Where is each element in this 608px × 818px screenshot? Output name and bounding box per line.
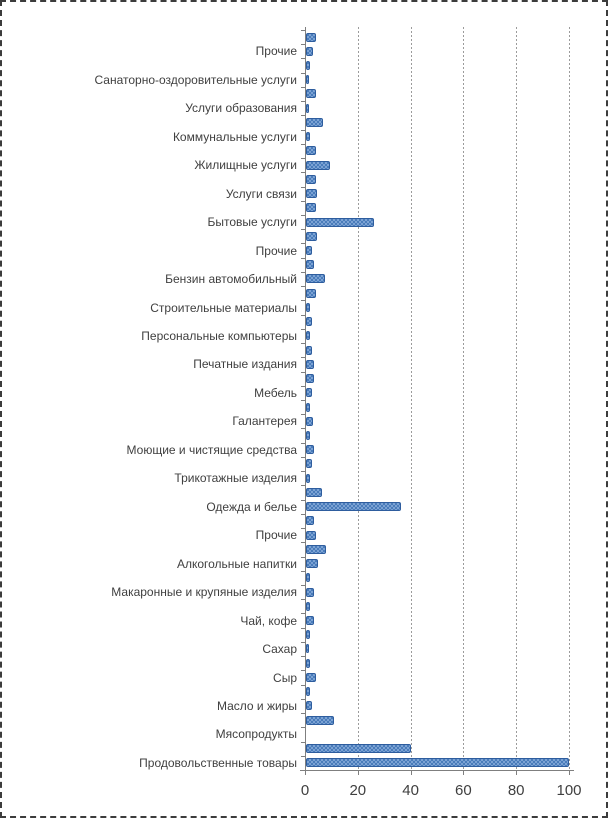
gridline (463, 27, 464, 770)
y-axis-tick (301, 372, 305, 373)
category-label: Продовольственные товары (139, 755, 297, 770)
category-label: Мясопродукты (215, 727, 297, 742)
x-tick-label: 0 (300, 782, 310, 799)
y-axis-tick (301, 144, 305, 145)
bar-upper-bar (306, 118, 323, 127)
y-axis-tick (301, 656, 305, 657)
y-axis-tick (301, 58, 305, 59)
category-label: Галантерея (232, 414, 297, 429)
bar-lower-bar (306, 303, 310, 312)
gridline (516, 27, 517, 770)
y-axis-tick (301, 727, 305, 728)
bar-upper-bar (306, 459, 312, 468)
bar-upper-bar (306, 232, 317, 241)
y-axis-tick (301, 557, 305, 558)
bar-upper-bar (306, 33, 316, 42)
y-axis-tick (301, 130, 305, 131)
bar-lower-bar (306, 218, 374, 227)
y-axis-tick (301, 243, 305, 244)
bar-upper-bar (306, 146, 316, 155)
y-axis-tick (301, 315, 305, 316)
y-axis-tick (301, 428, 305, 429)
bar-lower-bar (306, 644, 309, 653)
bar-upper-bar (306, 175, 316, 184)
bar-lower-bar (306, 616, 314, 625)
x-tick-label: 40 (402, 782, 419, 799)
y-axis-tick (301, 73, 305, 74)
y-axis-tick (301, 485, 305, 486)
category-label: Чай, кофе (240, 613, 297, 628)
x-axis-tick (463, 770, 464, 775)
x-axis-tick (411, 770, 412, 775)
x-axis-tick (569, 770, 570, 775)
x-axis-tick (358, 770, 359, 775)
bar-lower-bar (306, 104, 309, 113)
bar-lower-bar (306, 189, 317, 198)
y-axis-tick (301, 514, 305, 515)
y-axis-tick (301, 742, 305, 743)
bar-lower-bar (306, 701, 312, 710)
x-tick-label: 60 (455, 782, 472, 799)
bar-lower-bar (306, 417, 313, 426)
bar-upper-bar (306, 403, 310, 412)
bar-lower-bar (306, 161, 330, 170)
y-axis-tick (301, 670, 305, 671)
y-axis-tick (301, 215, 305, 216)
category-label: Прочие (255, 243, 297, 258)
y-axis-tick (301, 699, 305, 700)
category-label: Сыр (273, 670, 297, 685)
category-label: Бензин автомобильный (165, 272, 297, 287)
y-axis-tick (301, 414, 305, 415)
category-label: Сахар (262, 642, 297, 657)
bar-lower-bar (306, 445, 314, 454)
y-axis-tick (301, 258, 305, 259)
y-axis-tick (301, 542, 305, 543)
x-axis (300, 770, 574, 771)
category-label: Услуги связи (225, 186, 297, 201)
y-axis-tick (301, 713, 305, 714)
category-label: Коммунальные услуги (172, 129, 297, 144)
y-axis-tick (301, 685, 305, 686)
category-label: Макаронные и крупяные изделия (111, 585, 297, 600)
bar-upper-bar (306, 203, 316, 212)
bar-upper-bar (306, 89, 316, 98)
bar-upper-bar (306, 602, 310, 611)
y-axis-tick (301, 272, 305, 273)
y-axis-tick (301, 500, 305, 501)
bar-upper-bar (306, 744, 411, 753)
bar-upper-bar (306, 716, 334, 725)
bar-lower-bar (306, 388, 312, 397)
y-axis-tick (301, 457, 305, 458)
bar-lower-bar (306, 132, 310, 141)
y-axis-tick (301, 30, 305, 31)
y-axis-tick (301, 286, 305, 287)
bar-lower-bar (306, 502, 401, 511)
y-axis-tick (301, 229, 305, 230)
category-label: Услуги образования (185, 101, 297, 116)
y-axis-tick (301, 87, 305, 88)
bar-lower-bar (306, 531, 316, 540)
y-axis-tick (301, 613, 305, 614)
bar-lower-bar (306, 246, 312, 255)
bar-upper-bar (306, 488, 322, 497)
category-label: Жилищные услуги (194, 158, 297, 173)
bar-upper-bar (306, 289, 316, 298)
y-axis-tick (301, 343, 305, 344)
y-axis-tick (301, 585, 305, 586)
category-label: Моющие и чистящие средства (126, 442, 297, 457)
category-label: Прочие (255, 528, 297, 543)
category-label: Персональные компьютеры (141, 328, 297, 343)
bar-upper-bar (306, 431, 310, 440)
y-axis-tick (301, 443, 305, 444)
bar-lower-bar (306, 474, 310, 483)
gridline (411, 27, 412, 770)
bar-chart (2, 2, 608, 818)
category-label: Прочие (255, 44, 297, 59)
bar-lower-bar (306, 331, 310, 340)
x-axis-tick (305, 770, 306, 775)
y-axis-tick (301, 115, 305, 116)
bar-upper-bar (306, 346, 312, 355)
bar-lower-bar (306, 673, 316, 682)
category-label: Трикотажные изделия (174, 471, 297, 486)
y-axis-tick (301, 44, 305, 45)
bar-upper-bar (306, 659, 310, 668)
y-axis-tick (301, 400, 305, 401)
bar-upper-bar (306, 687, 310, 696)
category-label: Одежда и белье (206, 499, 297, 514)
category-label: Санаторно-оздоровительные услуги (94, 72, 297, 87)
category-label: Бытовые услуги (207, 215, 297, 230)
bar-upper-bar (306, 374, 314, 383)
bar-upper-bar (306, 61, 310, 70)
category-label: Алкогольные напитки (176, 556, 297, 571)
x-tick-label: 100 (556, 782, 582, 799)
bar-lower-bar (306, 588, 314, 597)
bar-upper-bar (306, 630, 310, 639)
bar-upper-bar (306, 260, 314, 269)
y-axis-tick (301, 599, 305, 600)
category-label: Масло и жиры (216, 698, 297, 713)
bar-upper-bar (306, 545, 326, 554)
y-axis-tick (301, 300, 305, 301)
bar-lower-bar (306, 758, 569, 767)
y-axis-tick (301, 158, 305, 159)
bar-lower-bar (306, 274, 325, 283)
y-axis-tick (301, 357, 305, 358)
y-axis-tick (301, 386, 305, 387)
bar-lower-bar (306, 360, 314, 369)
bar-upper-bar (306, 573, 310, 582)
y-axis-tick (301, 187, 305, 188)
category-label: Печатные издания (193, 357, 297, 372)
y-axis-tick (301, 329, 305, 330)
y-axis-tick (301, 471, 305, 472)
category-label: Строительные материалы (150, 300, 297, 315)
y-axis-tick (301, 201, 305, 202)
category-label: Мебель (254, 385, 297, 400)
bar-upper-bar (306, 317, 312, 326)
x-tick-label: 20 (349, 782, 367, 799)
bar-upper-bar (306, 516, 314, 525)
y-axis-tick (301, 628, 305, 629)
y-axis-tick (301, 172, 305, 173)
x-tick-label: 80 (507, 782, 525, 799)
bar-lower-bar (306, 75, 309, 84)
gridline (358, 27, 359, 770)
y-axis-tick (301, 642, 305, 643)
y-axis-tick (301, 756, 305, 757)
x-axis-tick (516, 770, 517, 775)
bar-lower-bar (306, 559, 318, 568)
y-axis-tick (301, 528, 305, 529)
bar-lower-bar (306, 47, 313, 56)
y-axis-tick (301, 101, 305, 102)
y-axis-tick (301, 571, 305, 572)
gridline (569, 27, 570, 770)
